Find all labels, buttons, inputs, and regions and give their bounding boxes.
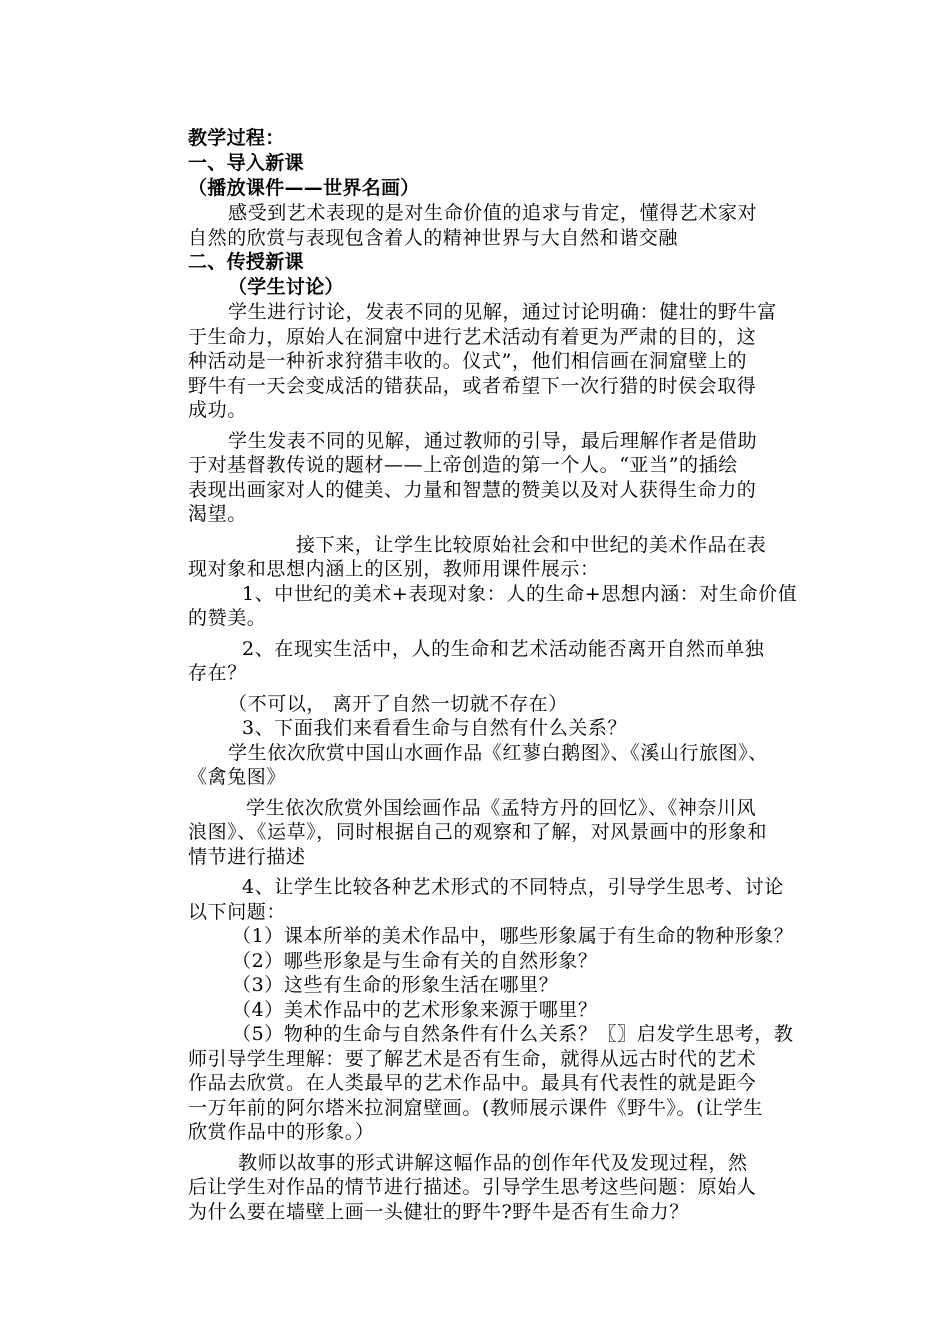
document-body xyxy=(188,126,820,1224)
paragraph-line: 于对基督教传说的题材——上帝创造的第一个人。“亚当”的插绘 xyxy=(188,454,738,476)
section-subheading-courseware: （播放课件——世界名画） xyxy=(188,177,420,199)
section-heading-new-lesson: 二、传授新课 xyxy=(188,251,304,273)
paragraph-line: 渴望。 xyxy=(188,503,247,525)
paragraph-line: 情节进行描述 xyxy=(188,845,306,868)
paragraph-line: 作品去欣赏。在人类最早的艺术作品中。最具有代表性的就是距今 xyxy=(188,1072,757,1094)
list-item-line: 1、中世纪的美术+表现对象：人的生命+思想内涵：对生命价值 xyxy=(242,582,798,605)
paragraph-line: 学生发表不同的见解，通过教师的引导，最后理解作者是借助 xyxy=(228,429,758,452)
list-item-line: 3、下面我们来看看生命与自然有什么关系？ xyxy=(242,717,628,739)
question-line: （2）哪些形象是与生命有关的自然形象？ xyxy=(232,949,598,972)
section-subheading-discussion: （学生讨论） xyxy=(228,276,344,298)
question-line: （4）美术作品中的艺术形象来源于哪里？ xyxy=(232,998,598,1021)
paragraph-line: 感受到艺术表现的是对生命价值的追求与肯定，懂得艺术家对 xyxy=(228,202,758,224)
paragraph-line: 学生依次欣赏外国绘画作品《孟特方丹的回忆》、《神奈川风 xyxy=(246,796,757,819)
paragraph-line: 一万年前的阿尔塔米拉洞窟壁画。(教师展示课件《野牛》。(让学生 xyxy=(188,1096,763,1119)
list-item-line: 4、让学生比较各种艺术形式的不同特点，引导学生思考、讨论 xyxy=(242,876,784,898)
paragraph-line: 种活动是一种祈求狩猎丰收的。仪式”，他们相信画在洞窟壁上的 xyxy=(188,350,748,372)
paragraph-line: 学生依次欣赏中国山水画作品《红蓼白鹅图》、《溪山行旅图》、 xyxy=(228,741,768,764)
question-line: （1）课本所举的美术作品中，哪些形象属于有生命的物种形象？ xyxy=(232,925,794,947)
paragraph-line: 于生命力，原始人在洞窟中进行艺术活动有着更为严肃的目的，这 xyxy=(188,325,757,348)
question-line: （5）物种的生命与自然条件有什么关系？〖〗启发学生思考，教 xyxy=(232,1023,794,1045)
list-item-line: 以下问题： xyxy=(188,900,287,923)
paragraph-line: 师引导学生理解：要了解艺术是否有生命，就得从远古时代的艺术 xyxy=(188,1047,757,1070)
paragraph-line: 成功。 xyxy=(188,399,247,421)
paragraph-line: 《禽兔图》 xyxy=(188,766,287,788)
document-title: 教学过程： xyxy=(188,127,285,149)
paragraph-line: 接下来，让学生比较原始社会和中世纪的美术作品在表 xyxy=(296,533,767,556)
list-item-line: 2、在现实生活中，人的生命和艺术活动能否离开自然而单独 xyxy=(242,637,765,660)
paragraph-line: 为什么要在墙壁上画一头健壮的野牛?野牛是否有生命力？ xyxy=(188,1200,689,1223)
answer-line: （不可以， 离开了自然一切就不存在） xyxy=(228,692,568,715)
list-item-line: 的赞美。 xyxy=(188,607,267,629)
paragraph-line: 浪图》、《运草》，同时根据自己的观察和了解，对风景画中的形象和 xyxy=(188,821,768,843)
list-item-line: 存在？ xyxy=(188,662,247,684)
paragraph-line: 自然的欣赏与表现包含着人的精神世界与大自然和谐交融 xyxy=(188,226,679,249)
paragraph-line: 后让学生对作品的情节进行描述。引导学生思考这些问题：原始人 xyxy=(188,1176,757,1198)
question-line: （3）这些有生命的形象生活在哪里？ xyxy=(232,974,559,996)
section-heading-intro: 一、导入新课 xyxy=(188,152,304,174)
paragraph-line: 表现出画家对人的健美、力量和智慧的赞美以及对人获得生命力的 xyxy=(188,478,757,501)
paragraph-line: 教师以故事的形式讲解这幅作品的创作年代及发现过程，然 xyxy=(238,1151,748,1174)
paragraph-line: 现对象和思想内涵上的区别，教师用课件展示： xyxy=(188,558,600,580)
paragraph-line: 欣赏作品中的形象。） xyxy=(188,1121,375,1143)
paragraph-line: 学生进行讨论，发表不同的见解，通过讨论明确：健壮的野牛富 xyxy=(228,301,777,323)
paragraph-line: 野牛有一天会变成活的错获品，或者希望下一次行猎的时侯会取得 xyxy=(188,374,757,397)
